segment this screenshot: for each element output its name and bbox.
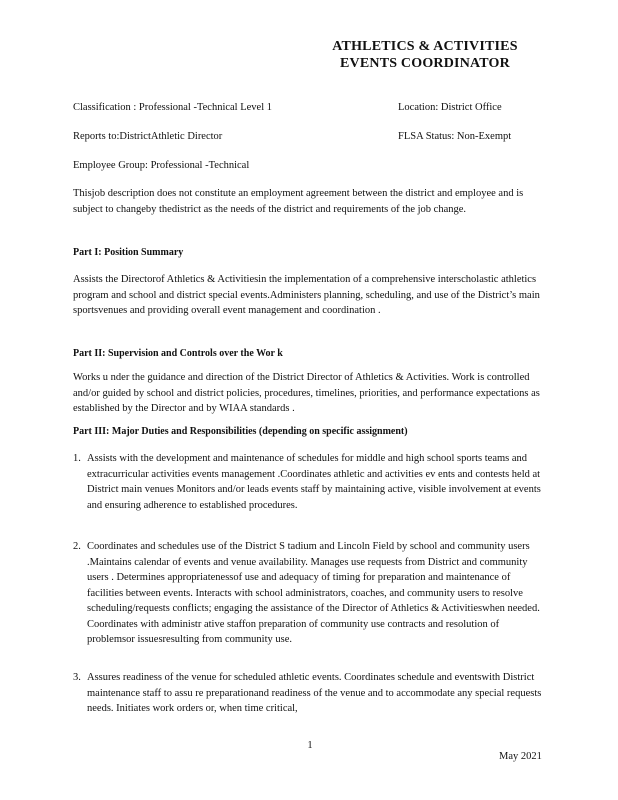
location-field: Location: District Office [398,102,502,113]
title-line-1: ATHLETICS & ACTIVITIES [332,39,518,54]
title-line-2: EVENTS COORDINATOR [340,56,510,71]
duty-number: 2. [73,541,81,552]
duty-text: Coordinates and schedules use of the District S tadium and Lincoln Field by school and community users .Maintains calendar of events and venue availability. Manages use requests from District and community users . Determines appropriatenessof use and adequacy of timing for preparation and maintenance of facilities between events. Interacts with school administrators, coaches, and community users to resolve scheduling/requests conflicts; engaging the assistance of the Director of Athletics & Activitieswhen needed. Coordinates with administr ative staffon preparation of community use contracts and resolution of problemsor issuesresulting from community use. [87,541,540,645]
document-title [300,38,550,72]
part-2-heading: Part II: Supervision and Controls over the Wor k [73,348,283,359]
position-summary-paragraph: Assists the Directorof Athletics & Activitiesin the implementation of a comprehensive interscholastic athletics program and school and district special events.Administers planning, scheduling, and use of the District’s main sportsvenues and providing overall event management and coordination . [73,274,540,316]
duty-number: 1. [73,453,81,464]
classification-field: Classification : Professional -Technical Level 1 [73,102,272,113]
part-1-heading: Part I: Position Summary [73,247,184,258]
supervision-paragraph: Works u nder the guidance and direction of the District Director of Athletics & Activities. Work is controlled and/or guided by school and district policies, procedures, timelines, priorities, and performance expectations as established by the Director and by WIAA standards . [73,372,540,414]
flsa-status-field: FLSA Status: Non-Exempt [398,131,512,142]
duty-text: Assists with the development and maintenance of schedules for middle and high school sports teams and extracurricular activities events management .Coordinates athletic and activities ev ents and contests held at District main venues Monitors and/or leads events staff by maintaining active, visible involvement at events and ensuring adherence to established procedures. [87,453,541,511]
employee-group-field: Employee Group: Professional -Technical [73,160,250,171]
reports-to-field: Reports to:DistrictAthletic Director [73,131,223,142]
duty-text: Assures readiness of the venue for scheduled athletic events. Coordinates schedule and eventswith District maintenance staff to assu re preparationand readiness of the venue and to accommodate any special requests needs. Initiates work orders or, when time critical, [87,672,542,714]
page-number: 1 [307,740,313,751]
disclaimer-paragraph: Thisjob description does not constitute an employment agreement between the district and employee and is subject to changeby thedistrict as the needs of the district and requirements of the job change. [73,188,524,215]
duty-number: 3. [73,672,81,683]
part-3-heading: Part III: Major Duties and Responsibilities (depending on specific assignment) [73,426,408,437]
footer-date: May 2021 [499,751,542,762]
duty-item-3 [73,670,547,717]
duty-item-1 [73,451,547,513]
duty-item-2 [73,539,547,648]
